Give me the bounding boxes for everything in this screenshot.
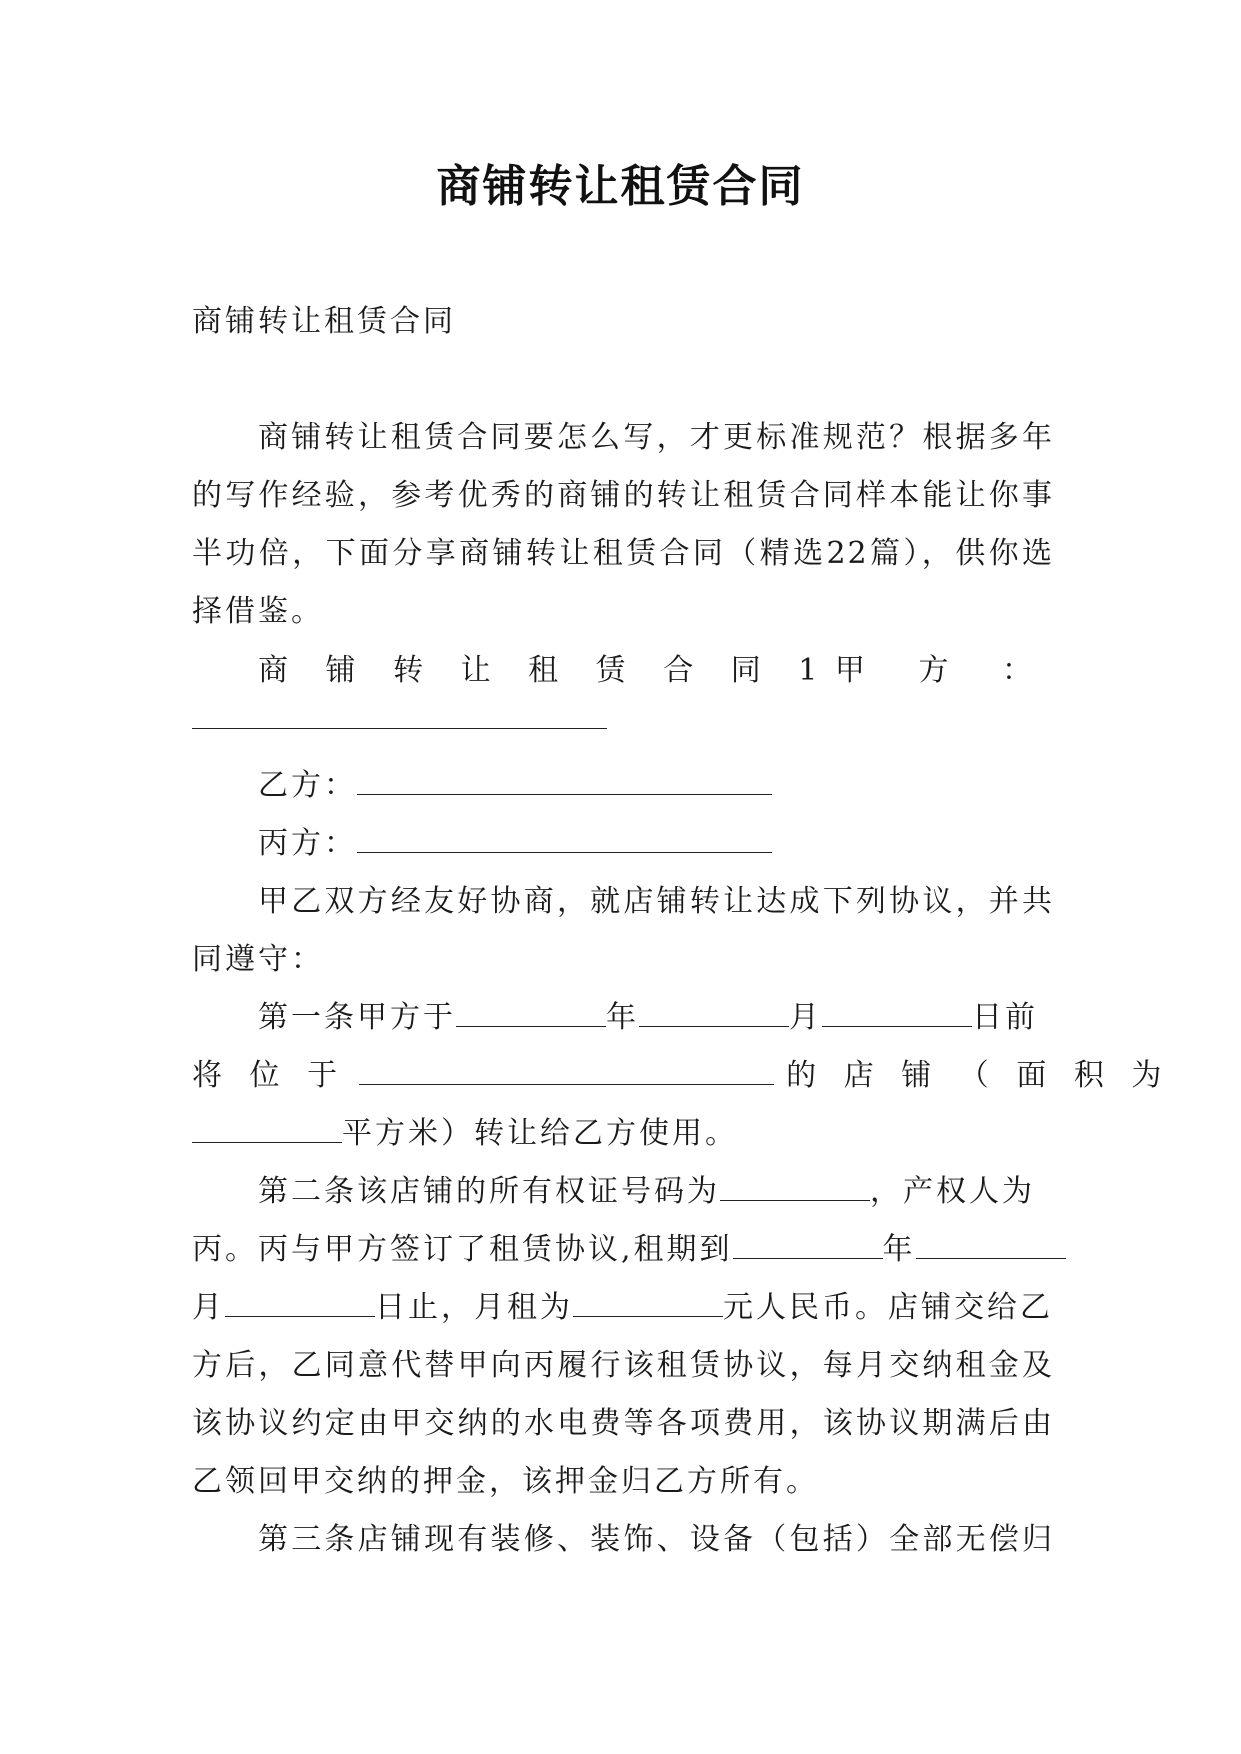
article2-month: 月	[192, 1290, 225, 1325]
article1-line-2	[192, 1050, 1171, 1094]
intro-line-4: 择借鉴。	[192, 594, 324, 629]
article1-line-1	[258, 992, 1054, 1036]
party-b-label: 乙方：	[258, 768, 357, 803]
party-a-label: 甲 方 ：	[834, 653, 1054, 688]
party-c-label: 丙方：	[258, 826, 357, 861]
article2-line-4: 方后，乙同意代替甲向丙履行该租赁协议，每月交纳租金及	[192, 1348, 1054, 1383]
article2-day-blank	[225, 1292, 375, 1317]
agree-line-2: 同遵守：	[192, 942, 324, 977]
article2-c: 丙。丙与甲方签订了租赁协议,租期到	[192, 1232, 733, 1267]
article2-d: 日止，月租为	[375, 1290, 573, 1325]
article1-c: 的 店 铺 （ 面 积 为	[786, 1058, 1171, 1093]
article2-e: 元人民币。店铺交给乙	[723, 1290, 1053, 1325]
party-b-blank	[357, 770, 772, 795]
article2-line-3	[192, 1282, 1054, 1326]
party-c-line	[258, 818, 1054, 862]
article1-month: 月	[789, 1000, 822, 1035]
article1-line-3	[192, 1108, 1054, 1152]
article2-rent-blank	[573, 1292, 723, 1317]
article2-line-1	[258, 1166, 1054, 1210]
article1-year: 年	[606, 1000, 639, 1035]
party-c-blank	[357, 828, 772, 853]
article2-a: 第二条该店铺的所有权证号码为	[258, 1174, 720, 1209]
article2-year: 年	[882, 1232, 916, 1267]
article2-line-2	[192, 1224, 1054, 1268]
agree-line-1: 甲乙双方经友好协商，就店铺转让达成下列协议，并共	[258, 884, 1054, 919]
article1-d: 平方米）转让给乙方使用。	[342, 1116, 738, 1151]
intro-line-2: 的写作经验，参考优秀的商铺的转让租赁合同样本能让你事	[192, 478, 1054, 513]
article2-b: ，产权人为	[870, 1174, 1035, 1209]
article1-day: 日前	[972, 1000, 1038, 1035]
article2-year-blank	[733, 1234, 883, 1259]
article1-day-blank	[822, 1002, 972, 1027]
article2-line-5: 该协议约定由甲交纳的水电费等各项费用，该协议期满后由	[192, 1406, 1054, 1441]
party-b-line	[258, 760, 1054, 804]
contract-heading: 商 铺 转 让 租 赁 合 同 1	[258, 653, 832, 688]
article1-b: 将 位 于	[192, 1058, 347, 1093]
document-title: 商铺转让租赁合同	[436, 161, 805, 212]
article1-location-blank	[359, 1060, 774, 1085]
article2-month-blank-a	[916, 1234, 1066, 1259]
party-a-blank-line	[192, 702, 1054, 737]
article2-cert-blank	[720, 1176, 870, 1201]
intro-line-1: 商铺转让租赁合同要怎么写，才更标准规范？根据多年	[258, 420, 1054, 455]
contract-heading-line	[258, 645, 1054, 689]
article3-line-1: 第三条店铺现有装修、装饰、设备（包括）全部无偿归	[258, 1522, 1054, 1557]
article1-area-blank	[192, 1118, 342, 1143]
article2-line-6: 乙领回甲交纳的押金，该押金归乙方所有。	[192, 1464, 819, 1499]
article1-a: 第一条甲方于	[258, 1000, 456, 1035]
subtitle: 商铺转让租赁合同	[192, 304, 456, 339]
party-a-blank	[192, 704, 607, 729]
intro-line-3: 半功倍，下面分享商铺转让租赁合同（精选22篇），供你选	[192, 536, 1054, 571]
article1-month-blank	[639, 1002, 789, 1027]
article1-year-blank	[456, 1002, 606, 1027]
